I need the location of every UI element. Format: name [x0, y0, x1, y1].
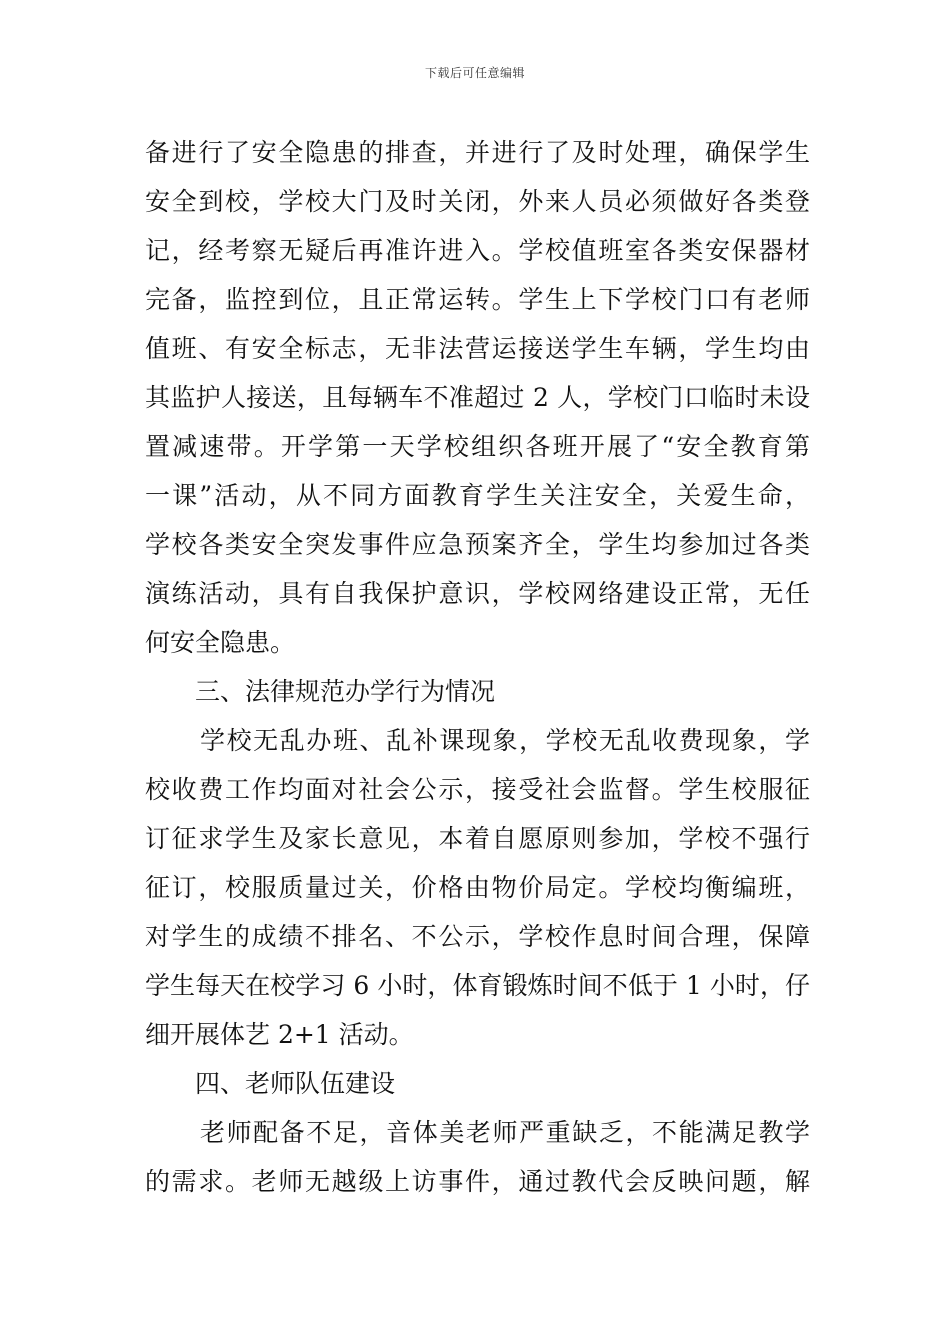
text-line: 校收费工作均面对社会公示，接受社会监督。学生校服征: [145, 775, 810, 804]
text-line: 订征求学生及家长意见，本着自愿原则参加，学校不强行: [145, 824, 810, 853]
text-line: 学校各类安全突发事件应急预案齐全，学生均参加过各类: [145, 530, 810, 559]
text-line: 的需求。老师无越级上访事件，通过教代会反映问题，解: [145, 1167, 810, 1196]
text-line: 何安全隐患。: [145, 628, 296, 657]
text-line: 老师配备不足，音体美老师严重缺乏，不能满足教学: [200, 1118, 810, 1147]
text-line: 对学生的成绩不排名、不公示，学校作息时间合理，保障: [145, 922, 810, 951]
text-line: 演练活动，具有自我保护意识，学校网络建设正常，无任: [145, 579, 810, 608]
text-line: 备进行了安全隐患的排查，并进行了及时处理，确保学生: [145, 138, 810, 167]
section-heading: 四、老师队伍建设: [195, 1069, 396, 1098]
text-line: 细开展体艺 2+1 活动。: [145, 1020, 414, 1049]
header-note: 下载后可任意编辑: [424, 66, 525, 80]
text-line: 学校无乱办班、乱补课现象，学校无乱收费现象，学: [200, 726, 810, 755]
text-line: 记，经考察无疑后再准许进入。学校值班室各类安保器材: [145, 236, 810, 265]
document-body: [145, 128, 810, 1206]
text-line: 值班、有安全标志，无非法营运接送学生车辆，学生均由: [145, 334, 810, 363]
text-line: 完备，监控到位，且正常运转。学生上下学校门口有老师: [145, 285, 810, 314]
section-heading: 三、法律规范办学行为情况: [195, 677, 496, 706]
text-line: 安全到校，学校大门及时关闭，外来人员必须做好各类登: [145, 187, 810, 216]
text-line: 置减速带。开学第一天学校组织各班开展了“安全教育第: [145, 432, 810, 461]
text-line: 一课”活动，从不同方面教育学生关注安全，关爱生命，: [145, 481, 810, 510]
text-line: 征订，校服质量过关，价格由物价局定。学校均衡编班，: [145, 873, 810, 902]
text-line: 学生每天在校学习 6 小时，体育锻炼时间不低于 1 小时，仔: [145, 971, 810, 1000]
text-line: 其监护人接送，且每辆车不准超过 2 人，学校门口临时未设: [145, 383, 810, 412]
